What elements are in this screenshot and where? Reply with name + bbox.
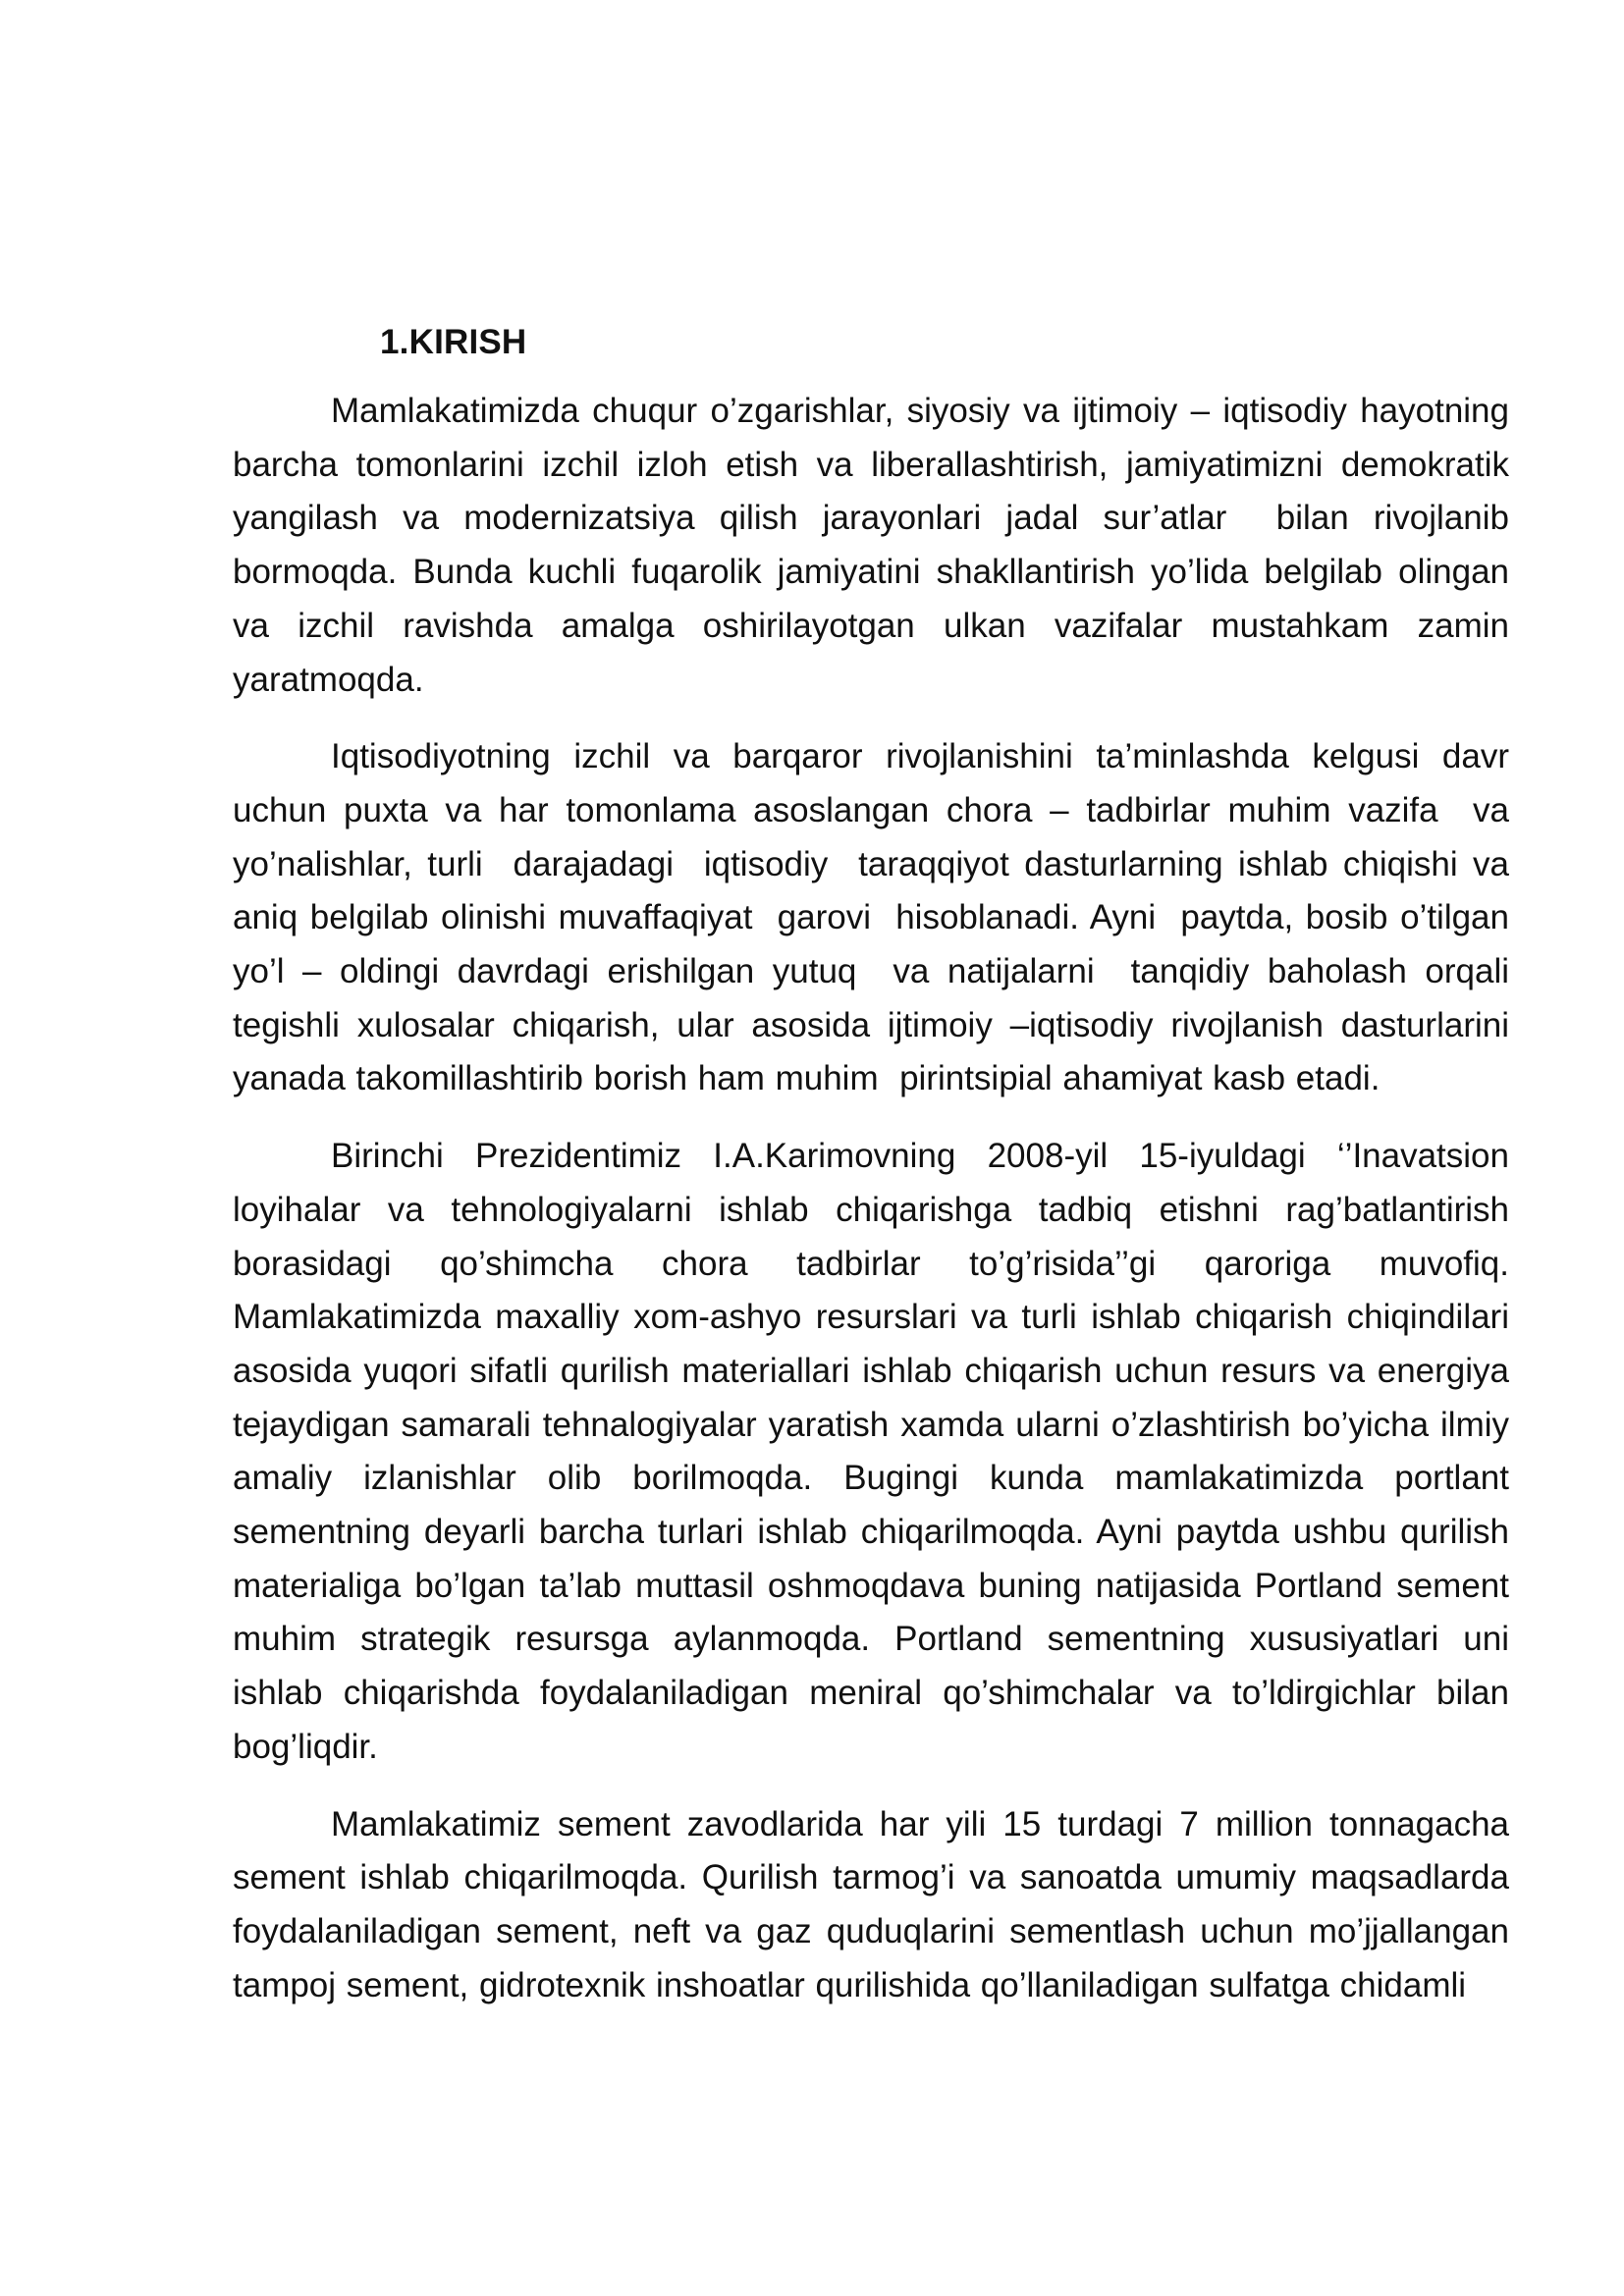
paragraph-3: Birinchi Prezidentimiz I.A.Karimovning 2008-yil 15-iyuldagi ‘’Inavatsion loyihalar va tehnologiyalarni ishlab chiqarishga tadbiq etishni rag’batlantirish borasidagi qo’shimcha chora tadbirlar to’g’risida’’gi qaroriga muvofiq. Mamlakatimizda maxalliy xom-ashyo resurslari va turli ishlab chiqarish chiqindilari asosida yuqori sifatli qurilish materiallari ishlab chiqarish uchun resurs va energiya tejaydigan samarali tehnalogiyalar yaratish xamda ularni o’zlashtirish bo’yicha ilmiy amaliy izlanishlar olib borilmoqda. Bugingi kunda mamlakatimizda portlant sementning deyarli barcha turlari ishlab chiqarilmoqda. Ayni paytda ushbu qurilish materialiga bo’lgan ta’lab muttasil oshmoqdava buning natijasida Portland sement muhim strategik resursga aylanmoqda. Portland sementning xususiyatlari uni ishlab chiqarishda foydalaniladigan meniral qo’shimchalar va to’ldirgichlar bilan bog’liqdir.	[233, 1137, 1520, 1766]
paragraph-4: Mamlakatimiz sement zavodlarida har yili 15 turdagi 7 million tonnagacha sement ishlab chiqarilmoqda. Qurilish tarmog’i va sanoatda umumiy maqsadlarda foydalaniladigan sement, neft va gaz quduqlarini sementlash uchun mo’jjallangan tampoj sement, gidrotexnik inshoatlar qurilishida qo’llaniladigan sulfatga chidamli	[233, 1804, 1520, 2004]
section-heading: 1.KIRISH	[380, 323, 527, 361]
paragraph-1: Mamlakatimizda chuqur o’zgarishlar, siyosiy va ijtimoiy – iqtisodiy hayotning barcha tomonlarini izchil izloh etish va liberallashtirish, jamiyatimizni demokratik yangilash va modernizatsiya qilish jarayonlari jadal sur’atlar bilan rivojlanib bormoqda. Bunda kuchli fuqarolik jamiyatini shakllantirish yo’lida belgilab olingan va izchil ravishda amalga oshirilayotgan ulkan vazifalar mustahkam zamin yaratmoqda.	[233, 392, 1542, 699]
document-body	[233, 316, 1542, 2012]
paragraph-2: Iqtisodiyotning izchil va barqaror rivojlanishini ta’minlashda kelgusi davr uchun puxta va har tomonlama asoslangan chora – tadbirlar muhim vazifa va yo’nalishlar, turli darajadagi iqtisodiy taraqqiyot dasturlarning ishlab chiqishi va aniq belgilab olinishi muvaffaqiyat garovi hisoblanadi. Ayni paytda, bosib o’tilgan yo’l – oldingi davrdagi erishilgan yutuq va natijalarni tanqidiy baholash orqali tegishli xulosalar chiqarish, ular asosida ijtimoiy –iqtisodiy rivojlanish dasturlarini yanada takomillashtirib borish ham muhim pirintsipial ahamiyat kasb etadi.	[233, 737, 1542, 1098]
